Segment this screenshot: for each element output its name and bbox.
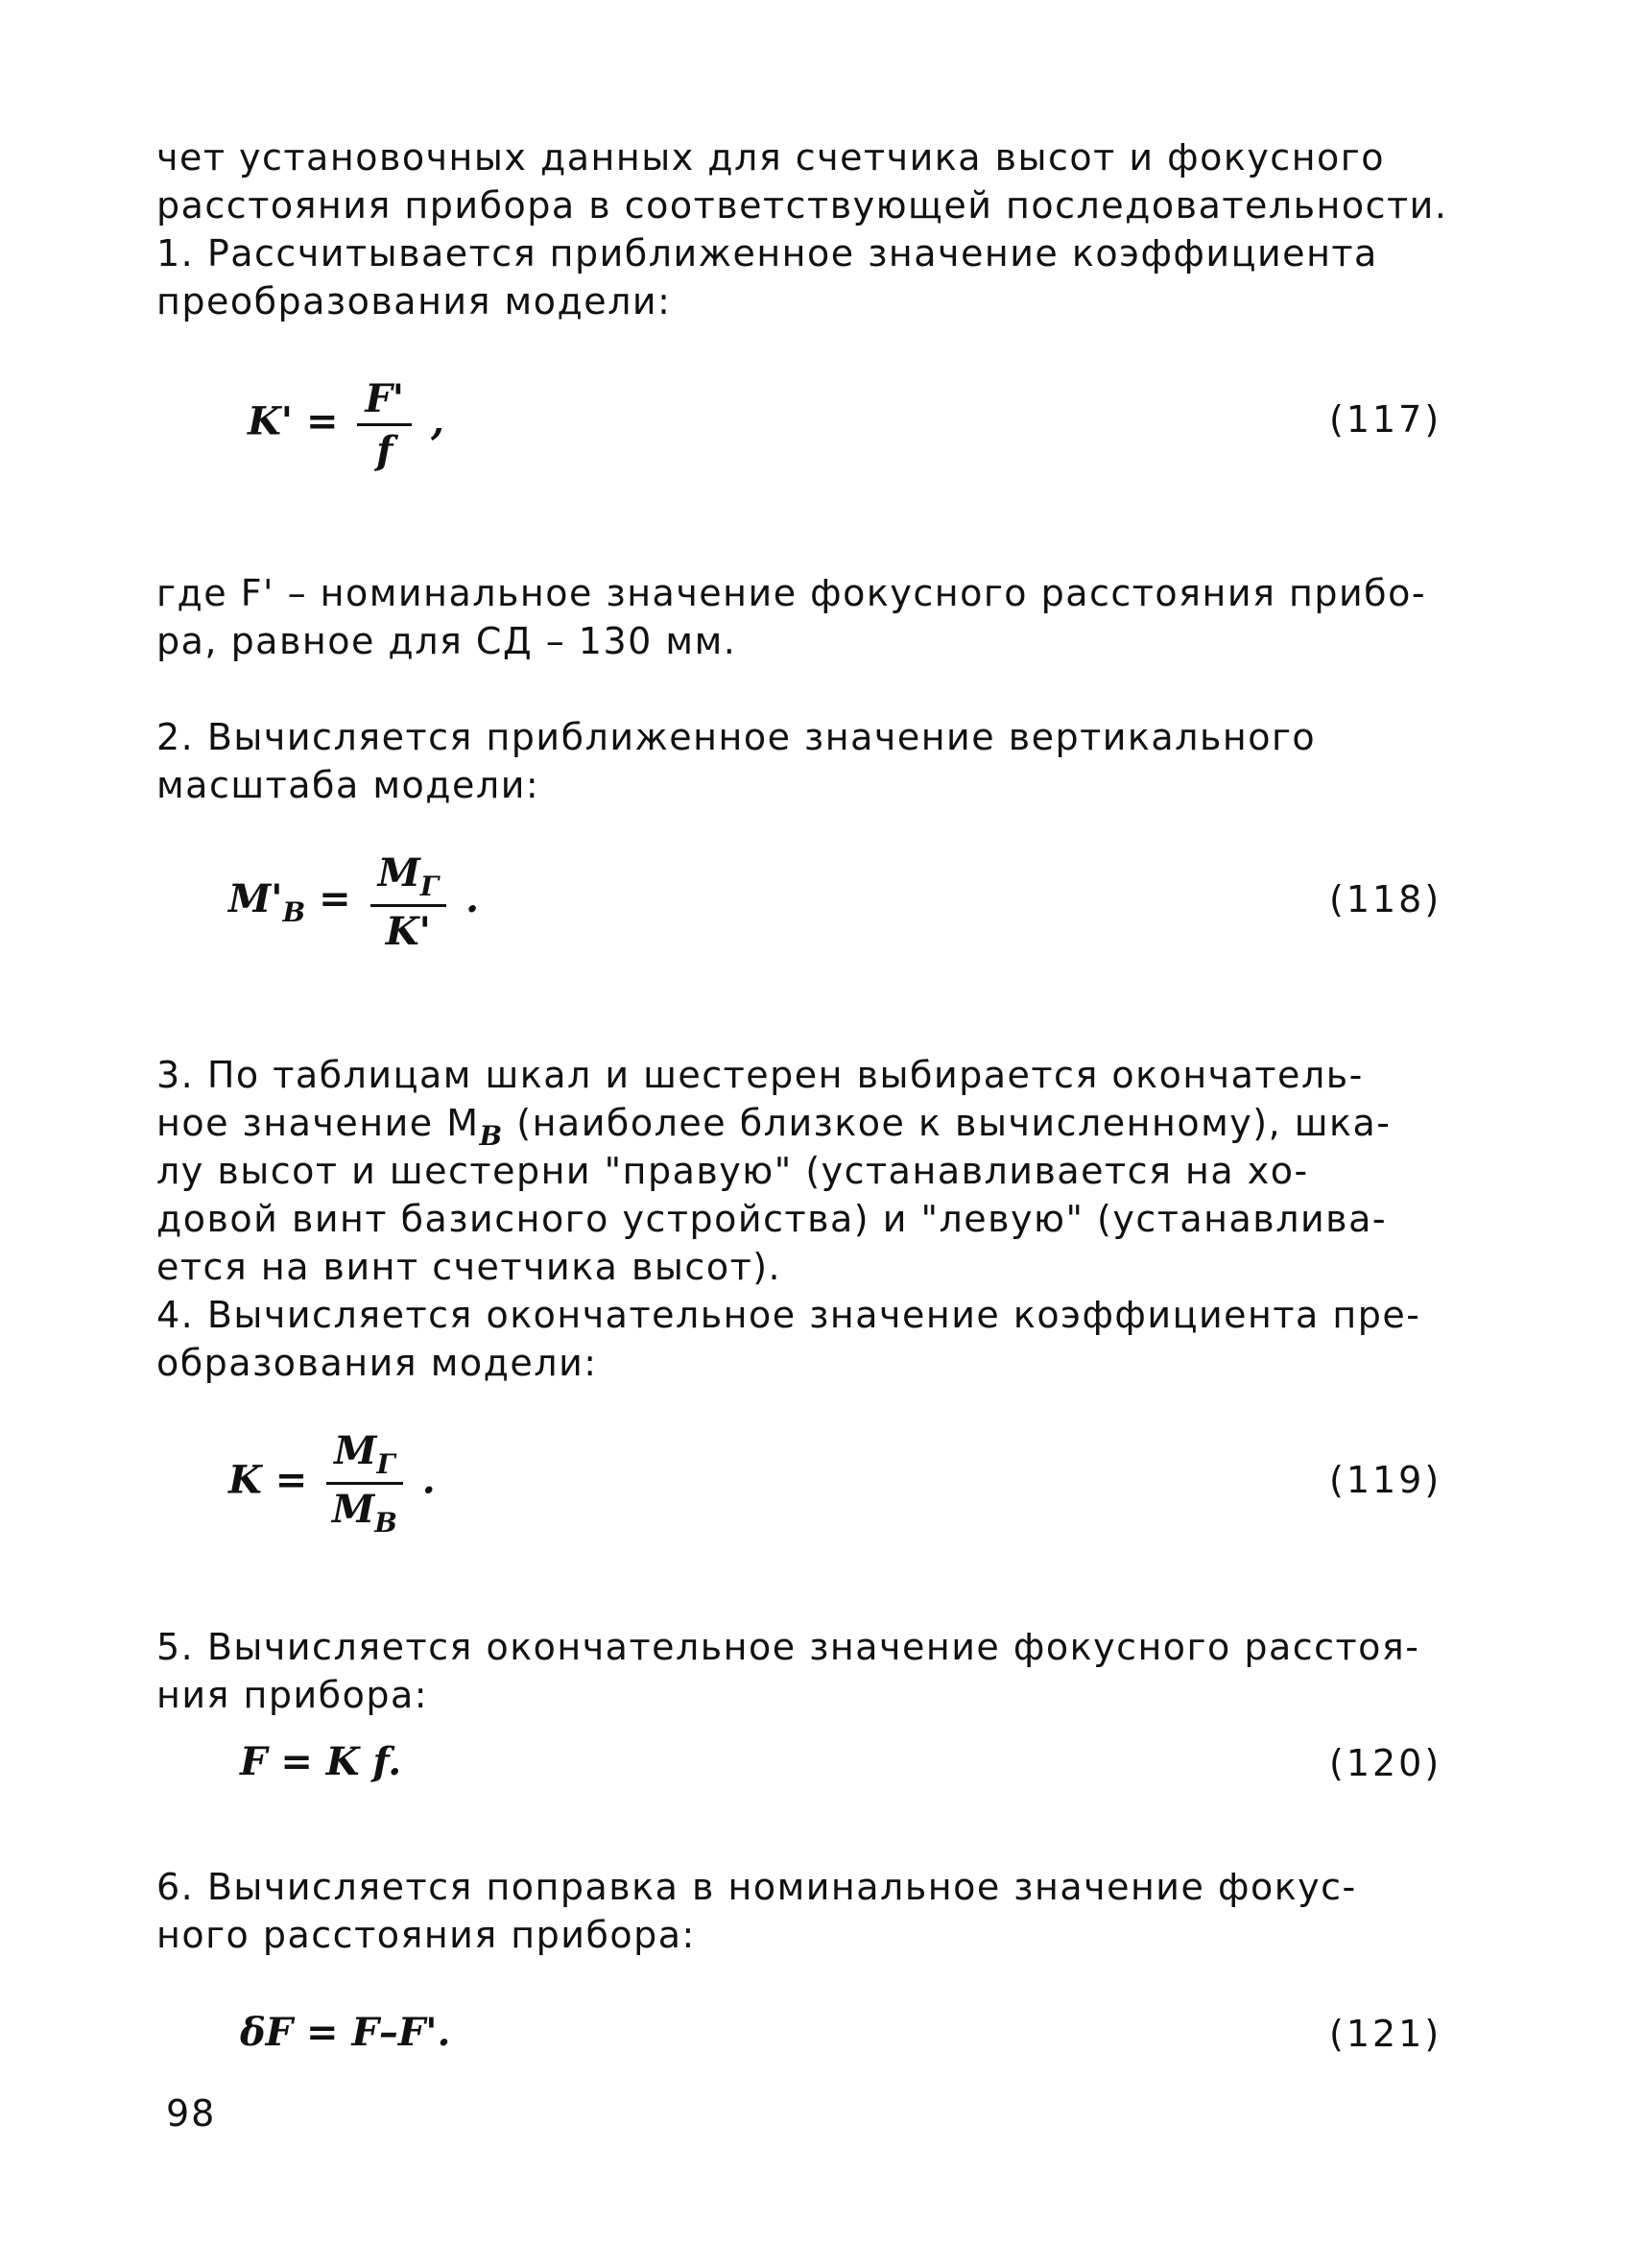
text-line: 5. Вычисляется окончательное значение фокусного расстоя- bbox=[156, 1626, 1420, 1668]
text-line: ния прибора: bbox=[156, 1674, 429, 1716]
denominator: f bbox=[376, 428, 393, 473]
formula-tail: , bbox=[430, 398, 444, 444]
text-line: образования модели: bbox=[156, 1342, 598, 1384]
formula-lhs: M' bbox=[228, 876, 283, 921]
fraction bbox=[357, 376, 412, 473]
text-line: 4. Вычисляется окончательное значение коэффициента пре- bbox=[156, 1294, 1421, 1336]
denominator bbox=[326, 1485, 403, 1539]
text-fragment: (наиболее близкое к вычисленному), шка- bbox=[503, 1102, 1392, 1144]
formula-120: F = K f. bbox=[240, 1739, 402, 1784]
text-line: 6. Вычисляется поправка в номинальное значение фокус- bbox=[156, 1866, 1357, 1908]
subscript: Г bbox=[419, 871, 440, 902]
text-line: ного расстояния прибора: bbox=[156, 1914, 696, 1956]
numerator: F' bbox=[357, 376, 412, 426]
formula-tail: . bbox=[465, 876, 480, 921]
formula-tail: . bbox=[421, 1457, 436, 1503]
equation-number: (119) bbox=[1329, 1459, 1442, 1501]
equation-number: (120) bbox=[1329, 1742, 1442, 1784]
text-line: где F' – номинальное значение фокусного расстояния прибо- bbox=[156, 572, 1427, 614]
text-line: чет установочных данных для счетчика высот и фокусного bbox=[156, 136, 1386, 179]
text-line: ется на винт счетчика высот). bbox=[156, 1246, 782, 1288]
text-line: лу высот и шестерни "правую" (устанавливается на хо- bbox=[156, 1150, 1309, 1192]
text-line: 1. Рассчитывается приближенное значение коэффициента bbox=[156, 232, 1378, 275]
text-line: преобразования модели: bbox=[156, 280, 672, 322]
numerator-symbol: M bbox=[377, 850, 420, 895]
formula-lhs: K' = bbox=[248, 398, 339, 444]
subscript: Г bbox=[376, 1448, 395, 1480]
text-line: довой винт базисного устройства) и "левую" (устанавлива- bbox=[156, 1198, 1388, 1240]
subscript: B bbox=[374, 1507, 397, 1539]
equals-sign: = bbox=[319, 876, 351, 921]
formula-121: δF = F–F'. bbox=[240, 2010, 451, 2055]
formula-117 bbox=[248, 376, 444, 473]
denominator-symbol: M bbox=[331, 1487, 375, 1532]
text-line: ра, равное для СД – 130 мм. bbox=[156, 620, 737, 662]
numerator bbox=[326, 1428, 403, 1485]
text-line: 3. По таблицам шкал и шестерен выбирается окончатель- bbox=[156, 1054, 1364, 1096]
subscript: B bbox=[479, 1120, 504, 1152]
denominator: K' bbox=[385, 909, 431, 954]
equation-number: (121) bbox=[1329, 2013, 1442, 2055]
text-line: 2. Вычисляется приближенное значение вертикального bbox=[156, 716, 1317, 758]
formula-lhs: K = bbox=[228, 1457, 308, 1503]
equation-number: (118) bbox=[1329, 878, 1442, 920]
numerator-symbol: M bbox=[334, 1428, 377, 1473]
numerator bbox=[370, 850, 447, 907]
text-line: масштаба модели: bbox=[156, 764, 540, 806]
fraction bbox=[370, 850, 447, 954]
subscript: B bbox=[282, 896, 306, 928]
text-line: расстояния прибора в соответствующей последовательности. bbox=[156, 184, 1448, 227]
text-fragment: ное значение M bbox=[156, 1102, 480, 1144]
fraction bbox=[326, 1428, 403, 1539]
formula-119 bbox=[228, 1428, 436, 1539]
equation-number: (117) bbox=[1329, 398, 1442, 441]
formula-118 bbox=[228, 850, 479, 954]
page-number: 98 bbox=[166, 2092, 217, 2135]
